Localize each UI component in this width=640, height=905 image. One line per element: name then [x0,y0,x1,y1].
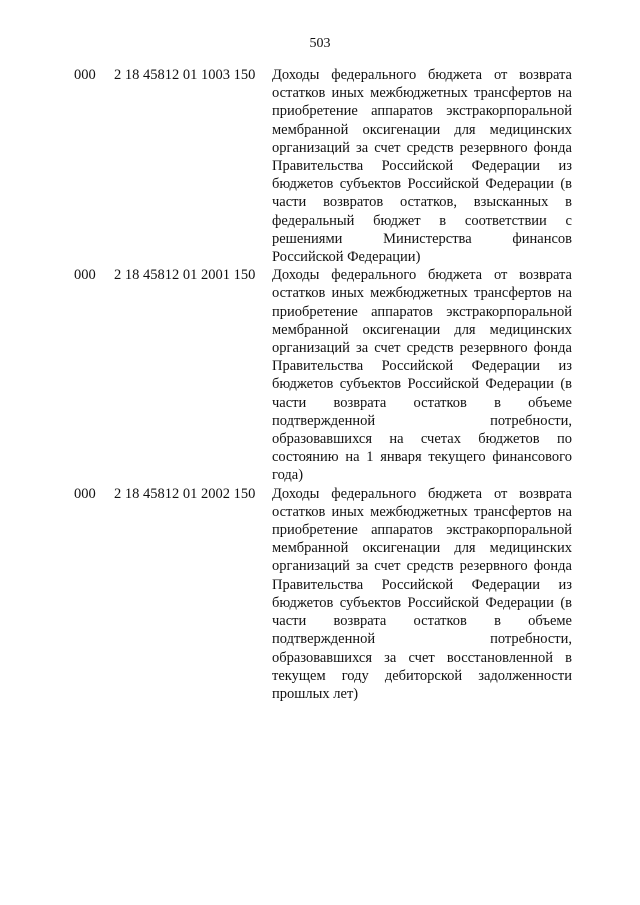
classification-code: 2 18 45812 01 2002 150 [114,485,256,502]
income-entry [70,485,580,703]
description-line: мембранной оксигенации для медицинских [272,321,572,338]
description-line: прошлых лет) [272,685,359,702]
description-line: мембранной оксигенации для медицинских [272,540,572,557]
admin-code: 000 [74,67,96,83]
admin-code: 000 [74,267,96,284]
income-description [272,66,572,266]
description-line: текущем году дебиторской задолженности [272,667,572,684]
description-line: части возврата остатков в объеме [272,394,572,411]
classification-code: 2 18 45812 01 2001 150 [114,267,256,284]
description-line: организаций за счет средств резервного фонда [272,558,572,575]
description-line: состоянию на 1 января текущего финансового [272,449,572,466]
description-line: Российской Федерации) [272,249,421,266]
description-line: части возврата остатков в объеме [272,613,572,630]
income-entry [70,66,580,266]
description-line: бюджетов субъектов Российской Федерации (в [272,176,572,193]
description-line: остатков иных межбюджетных трансфертов на [272,503,572,520]
description-line: образовавшихся за счет восстановленной в [272,649,572,666]
description-line: организаций за счет средств резервного фонда [272,139,572,156]
description-line: подтвержденной потребности, [272,412,572,429]
description-line: бюджетов субъектов Российской Федерации (в [272,376,572,393]
description-line: приобретение аппаратов экстракорпоральной [272,522,572,539]
description-line: остатков иных межбюджетных трансфертов на [272,285,572,302]
page-number: 503 [309,36,331,51]
description-line: Правительства Российской Федерации из [272,576,572,593]
description-line: Доходы федерального бюджета от возврата [272,67,572,83]
description-line: остатков иных межбюджетных трансфертов на [272,85,572,102]
description-line: приобретение аппаратов экстракорпоральной [272,103,572,120]
description-line: Доходы федерального бюджета от возврата [272,267,572,284]
description-line: решениями Министерства финансов [272,230,572,247]
income-entry [70,266,580,484]
income-description [272,266,572,484]
admin-code: 000 [74,485,96,502]
description-line: бюджетов субъектов Российской Федерации (в [272,594,572,611]
description-line: года) [272,467,304,484]
description-line: подтвержденной потребности, [272,631,572,648]
description-line: образовавшихся на счетах бюджетов по [272,431,572,448]
description-line: приобретение аппаратов экстракорпоральной [272,303,572,320]
description-line: Правительства Российской Федерации из [272,358,572,375]
description-line: Правительства Российской Федерации из [272,158,572,175]
description-line: организаций за счет средств резервного фонда [272,340,572,357]
income-code-list [70,66,580,703]
income-description [272,485,572,703]
description-line: федеральный бюджет в соответствии с [272,212,572,229]
description-line: Доходы федерального бюджета от возврата [272,485,572,502]
classification-code: 2 18 45812 01 1003 150 [114,67,256,83]
description-line: части возвратов остатков, взысканных в [272,194,572,211]
description-line: мембранной оксигенации для медицинских [272,121,572,138]
